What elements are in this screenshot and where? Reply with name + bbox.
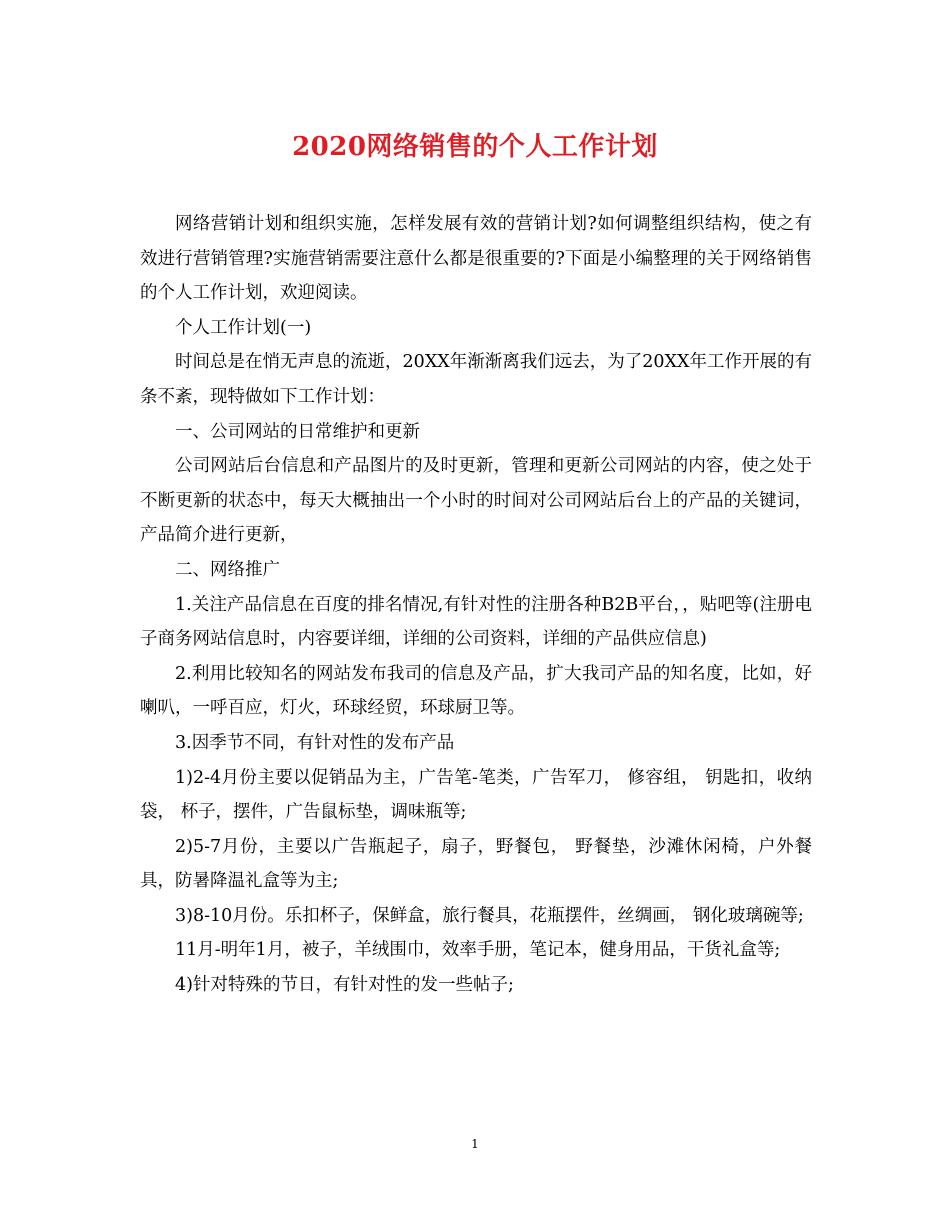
section-heading-plan-one: 个人工作计划(一) xyxy=(175,317,312,338)
sub-item-special-holidays: 4)针对特殊的节日，有针对性的发一些帖子; xyxy=(175,975,514,996)
list-item-1: 1.关注产品信息在百度的排名情况,有针对性的注册各种B2B平台，，贴吧等(注册电子商务网站信息时，内容要详细，详细的公司资料，详细的产品供应信息) xyxy=(140,594,812,650)
section-heading-website-maintenance: 一、公司网站的日常维护和更新 xyxy=(175,421,420,442)
document-title: 2020网络销售的个人工作计划 xyxy=(292,132,658,162)
paragraph-website-maintenance: 公司网站后台信息和产品图片的及时更新，管理和更新公司网站的内容，使之处于不断更新的状态中，每天大概抽出一个小时的时间对公司网站后台上的产品的关键词，产品简介进行更新， xyxy=(140,456,812,546)
paragraph-opening: 时间总是在悄无声息的流逝，20XX年渐渐离我们远去，为了20XX年工作开展的有条不紊，现特做如下工作计划： xyxy=(140,352,812,407)
sub-item-feb-apr: 1)2-4月份主要以促销品为主，广告笔-笔类，广告军刀， 修容组， 钥匙扣，收纳袋， 杯子，摆件，广告鼠标垫，调味瓶等; xyxy=(140,767,812,823)
sub-item-may-jul: 2)5-7月份，主要以广告瓶起子，扇子，野餐包， 野餐垫，沙滩休闲椅，户外餐具，防暑降温礼盒等为主; xyxy=(140,836,812,892)
list-item-3: 3.因季节不同，有针对性的发布产品 xyxy=(175,732,455,753)
section-heading-network-promotion: 二、网络推广 xyxy=(175,559,280,580)
paragraph-intro: 网络营销计划和组织实施，怎样发展有效的营销计划?如何调整组织结构，使之有效进行营销管理?实施营销需要注意什么都是很重要的?下面是小编整理的关于网络销售的个人工作计划，欢迎阅读。 xyxy=(140,214,812,304)
document-body xyxy=(140,207,812,1003)
sub-item-nov-jan: 11月-明年1月，被子，羊绒围巾，效率手册，笔记本，健身用品，干货礼盒等; xyxy=(175,940,781,961)
sub-item-aug-oct: 3)8-10月份。乐扣杯子，保鲜盒，旅行餐具，花瓶摆件，丝绸画， 钢化玻璃碗等; xyxy=(175,905,804,926)
list-item-2: 2.利用比较知名的网站发布我司的信息及产品，扩大我司产品的知名度，比如，好喇叭，一呼百应，灯火，环球经贸，环球厨卫等。 xyxy=(140,663,812,719)
page-number: 1 xyxy=(471,1137,479,1151)
